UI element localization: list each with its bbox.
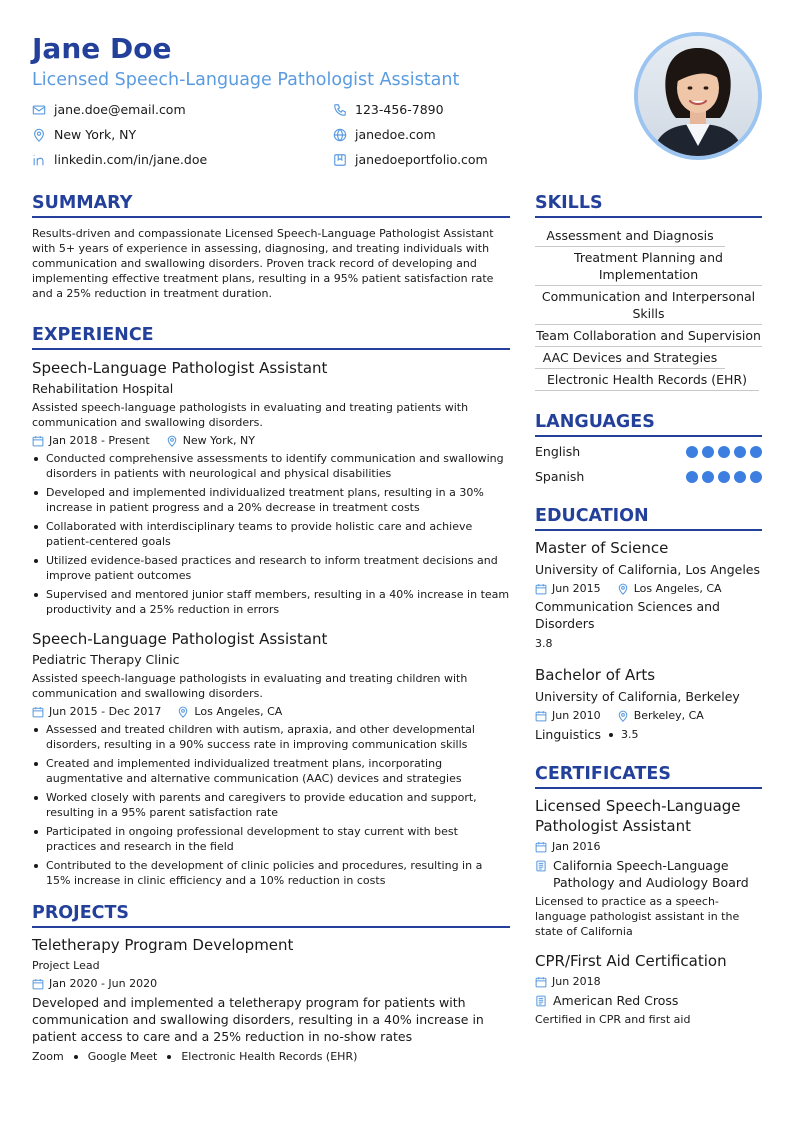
list-item: Assessed and treated children with autism, apraxia, and other developmental disorders, resulting in a 90% success rate in improving communication skills <box>32 722 510 752</box>
candidate-title: Licensed Speech-Language Pathologist Assistant <box>32 70 460 90</box>
project-dates: Jan 2020 - Jun 2020 <box>49 977 158 990</box>
experience-item <box>32 358 510 617</box>
school-location: Berkeley, CA <box>633 709 704 722</box>
skill-item: Team Collaboration and Supervision <box>535 325 762 347</box>
skill-item: Treatment Planning and Implementation <box>535 247 762 286</box>
job-dates: Jan 2018 - Present <box>49 434 150 447</box>
certificate-description: Certified in CPR and first aid <box>535 1013 691 1026</box>
linkedin-icon <box>32 153 46 167</box>
skills-list <box>535 225 762 391</box>
education-meta <box>535 581 762 596</box>
skill-item: Communication and Interpersonal Skills <box>535 286 762 325</box>
certificate-meta <box>535 974 762 989</box>
languages-list <box>535 443 762 485</box>
calendar-icon <box>535 841 547 853</box>
experience-heading: EXPERIENCE <box>32 324 510 350</box>
calendar-icon <box>32 978 44 990</box>
summary-heading: SUMMARY <box>32 192 510 218</box>
language-item <box>535 468 762 485</box>
contact-location: New York, NY <box>32 127 136 143</box>
field-of-study: Communication Sciences and Disorders <box>535 599 720 631</box>
calendar-icon <box>535 976 547 988</box>
job-bullets <box>32 451 510 617</box>
contact-linkedin[interactable]: linkedin.com/in/jane.doe <box>32 152 207 168</box>
calendar-icon <box>535 710 547 722</box>
proficiency-dots <box>686 446 762 458</box>
proficiency-dot <box>702 471 714 483</box>
proficiency-dot <box>686 446 698 458</box>
company-name: Pediatric Therapy Clinic <box>32 652 180 667</box>
skill-item: Electronic Health Records (EHR) <box>535 369 759 391</box>
contact-email[interactable]: jane.doe@email.com <box>32 102 186 118</box>
contact-website[interactable]: janedoe.com <box>333 127 436 143</box>
list-item: Utilized evidence-based practices and research to inform treatment decisions and improve patient outcomes <box>32 553 510 583</box>
location-icon <box>32 128 46 142</box>
gpa: 3.5 <box>620 728 639 741</box>
skills-heading: SKILLS <box>535 192 762 218</box>
proficiency-dot <box>750 471 762 483</box>
proficiency-dot <box>686 471 698 483</box>
education-item <box>535 538 762 651</box>
proficiency-dot <box>702 446 714 458</box>
project-title: Teletherapy Program Development <box>32 936 294 954</box>
school-location: Los Angeles, CA <box>633 582 722 595</box>
job-bullets <box>32 722 510 888</box>
certificate-item <box>535 796 762 939</box>
proficiency-dots <box>686 471 762 483</box>
certificates-heading: CERTIFICATES <box>535 763 762 789</box>
job-location: New York, NY <box>182 434 255 447</box>
job-dates: Jun 2015 - Dec 2017 <box>49 705 162 718</box>
list-item: Worked closely with parents and caregivers to provide education and support, resulting in a 95% parent satisfaction rate <box>32 790 510 820</box>
summary-text: Results-driven and compassionate Licensed Speech-Language Pathologist Assistant with 5+ years of experience in assessing, diagnosing, and treating individuals with communication and swallowing disorders. Proven track record of developing and implementing effective treatment plans, resulting in a 95% patient satisfaction rate and a 25% reduction in treatment duration. <box>32 227 494 300</box>
job-description: Assisted speech-language pathologists in evaluating and treating children with communication and swallowing disorders. <box>32 672 468 700</box>
certificate-issuer: California Speech-Language Pathology and Audiology Board <box>535 857 762 891</box>
certificate-date: Jan 2016 <box>552 840 601 853</box>
portfolio-icon <box>333 153 347 167</box>
contact-portfolio[interactable]: janedoeportfolio.com <box>333 152 488 168</box>
calendar-icon <box>535 583 547 595</box>
project-role: Project Lead <box>32 959 100 972</box>
certificate-date: Jun 2018 <box>552 975 601 988</box>
job-title: Speech-Language Pathologist Assistant <box>32 630 328 648</box>
certificate-item <box>535 951 762 1027</box>
experience-item <box>32 629 510 888</box>
gpa: 3.8 <box>535 637 553 650</box>
certificate-issuer: American Red Cross <box>535 992 762 1009</box>
certificate-title: CPR/First Aid Certification <box>535 952 727 970</box>
candidate-name: Jane Doe <box>32 32 172 65</box>
degree: Master of Science <box>535 539 669 557</box>
skill-item: Assessment and Diagnosis <box>535 225 725 247</box>
list-item: Supervised and mentored junior staff members, resulting in a 40% increase in team productivity and a 25% reduction in errors <box>32 587 510 617</box>
school-name: University of California, Los Angeles <box>535 562 761 577</box>
phone-icon <box>333 103 347 117</box>
location-icon <box>617 710 629 722</box>
education-item <box>535 665 762 743</box>
education-heading: EDUCATION <box>535 505 762 531</box>
language-item <box>535 443 762 460</box>
list-item: Collaborated with interdisciplinary teams to provide holistic care and achieve patient-centered goals <box>32 519 510 549</box>
left-column <box>32 192 510 1064</box>
location-icon <box>177 706 189 718</box>
certificate-title: Licensed Speech-Language Pathologist Assistant <box>535 797 741 835</box>
tool-tag: Zoom <box>32 1050 64 1063</box>
resume-header <box>32 30 632 167</box>
certificate-meta <box>535 839 762 854</box>
project-item <box>32 935 510 1064</box>
field-and-gpa <box>535 726 762 743</box>
job-title: Speech-Language Pathologist Assistant <box>32 359 328 377</box>
proficiency-dot <box>718 471 730 483</box>
graduation-date: Jun 2010 <box>552 709 601 722</box>
project-meta <box>32 976 510 991</box>
field-of-study: Linguistics <box>535 727 601 742</box>
tool-tag: Google Meet <box>87 1050 158 1063</box>
institution-icon <box>535 995 547 1007</box>
list-item: Conducted comprehensive assessments to identify communication and swallowing disorders in patients with neurological and physical disabilities <box>32 451 510 481</box>
list-item: Participated in ongoing professional development to stay current with best practices and research in the field <box>32 824 510 854</box>
job-location: Los Angeles, CA <box>194 705 283 718</box>
profile-photo <box>634 32 762 160</box>
degree: Bachelor of Arts <box>535 666 656 684</box>
proficiency-dot <box>734 471 746 483</box>
location-icon <box>617 583 629 595</box>
languages-heading: LANGUAGES <box>535 411 762 437</box>
institution-icon <box>535 860 547 872</box>
calendar-icon <box>32 435 44 447</box>
list-item: Created and implemented individualized treatment plans, incorporating augmentative and alternative communication (AAC) devices and strategies <box>32 756 510 786</box>
contact-phone[interactable]: 123-456-7890 <box>333 102 444 118</box>
project-tools <box>32 1049 510 1064</box>
job-meta <box>32 704 510 719</box>
location-icon <box>166 435 178 447</box>
language-name: Spanish <box>535 469 585 484</box>
list-item: Developed and implemented individualized treatment plans, resulting in a 30% increase in patient progress and a 20% decrease in treatment costs <box>32 485 510 515</box>
projects-heading: PROJECTS <box>32 902 510 928</box>
list-item: Contributed to the development of clinic policies and procedures, resulting in a 15% increase in clinic efficiency and a 10% reduction in costs <box>32 858 510 888</box>
job-meta <box>32 433 510 448</box>
globe-icon <box>333 128 347 142</box>
school-name: University of California, Berkeley <box>535 689 740 704</box>
graduation-date: Jun 2015 <box>552 582 601 595</box>
project-description: Developed and implemented a teletherapy program for patients with communication and swallowing disorders, resulting in a 40% increase in patient access to care and a 25% reduction in no-show rates <box>32 995 484 1044</box>
proficiency-dot <box>718 446 730 458</box>
language-name: English <box>535 444 581 459</box>
proficiency-dot <box>734 446 746 458</box>
job-description: Assisted speech-language pathologists in evaluating and treating patients with communication and swallowing disorders. <box>32 401 469 429</box>
tool-tag: Electronic Health Records (EHR) <box>181 1050 358 1063</box>
proficiency-dot <box>750 446 762 458</box>
right-column <box>535 192 762 1027</box>
education-meta <box>535 708 762 723</box>
calendar-icon <box>32 706 44 718</box>
company-name: Rehabilitation Hospital <box>32 381 174 396</box>
certificate-description: Licensed to practice as a speech-language pathologist assistant in the state of California <box>535 895 740 938</box>
skill-item: AAC Devices and Strategies <box>535 347 725 369</box>
mail-icon <box>32 103 46 117</box>
